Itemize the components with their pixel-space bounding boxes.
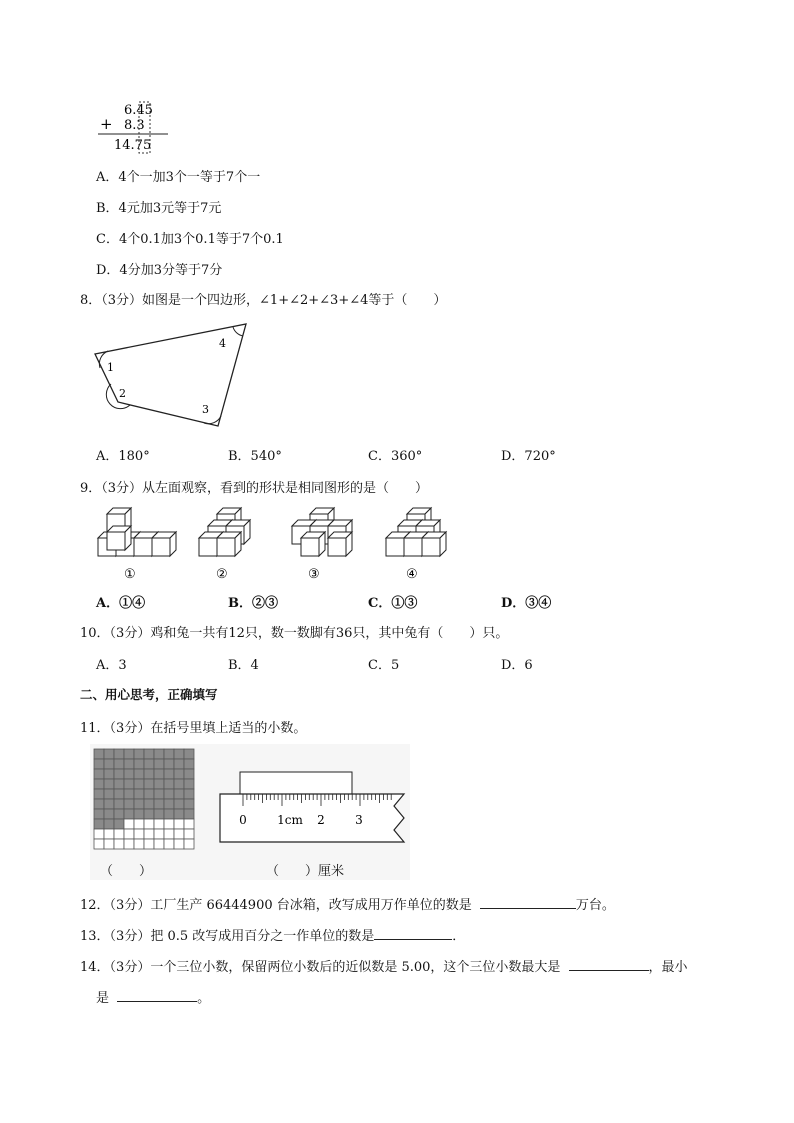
- q11-ruler-answer[interactable]: [266, 860, 344, 879]
- grid-cell: [94, 809, 104, 819]
- q9-option-d[interactable]: D．③④: [501, 596, 552, 611]
- grid-cell: [154, 789, 164, 799]
- grid-cell: [154, 819, 164, 829]
- grid-cell: [134, 769, 144, 779]
- grid-cell: [174, 809, 184, 819]
- q8-quadrilateral-figure: [90, 318, 260, 430]
- grid-cell: [174, 769, 184, 779]
- grid-cell: [174, 839, 184, 849]
- grid-cell: [144, 779, 154, 789]
- angle-label-2: 2: [119, 387, 126, 400]
- grid-cell: [114, 809, 124, 819]
- grid-cell: [124, 839, 134, 849]
- q10-stem: 10．（3分）鸡和兔一共有12只，数一数脚有36只，其中兔有（ ）只。: [80, 626, 509, 641]
- grid-cell: [114, 829, 124, 839]
- ruler-label-3: 3: [355, 813, 363, 827]
- grid-cell: [154, 829, 164, 839]
- q8-stem: 8．（3分）如图是一个四边形，∠1+∠2+∠3+∠4等于（ ）: [80, 293, 447, 308]
- grid-cell: [184, 799, 194, 809]
- ruler-label-0: 0: [239, 813, 247, 827]
- grid-cell: [134, 819, 144, 829]
- grid-cell: [184, 829, 194, 839]
- q7-sum: 14.75: [114, 138, 152, 153]
- figure-label-3: ③: [308, 567, 320, 582]
- grid-cell: [174, 749, 184, 759]
- q9-stem: 9．（3分）从左面观察，看到的形状是相同图形的是（ ）: [80, 481, 429, 496]
- grid-cell: [94, 759, 104, 769]
- ruler-label-2: 2: [317, 813, 325, 827]
- q14-line-1: [80, 956, 688, 975]
- grid-cell: [134, 779, 144, 789]
- grid-cell: [174, 779, 184, 789]
- grid-cell: [114, 839, 124, 849]
- grid-cell: [144, 799, 154, 809]
- grid-cell: [154, 779, 164, 789]
- q7-vertical-addition: [96, 100, 176, 156]
- grid-cell: [134, 789, 144, 799]
- grid-cell: [104, 749, 114, 759]
- q13-answer-blank[interactable]: [374, 925, 452, 940]
- q13-end: ．: [452, 929, 466, 944]
- grid-cell: [134, 799, 144, 809]
- grid-cell: [154, 749, 164, 759]
- grid-cell: [114, 769, 124, 779]
- grid-cell: [104, 779, 114, 789]
- grid-cell: [164, 769, 174, 779]
- grid-cell: [104, 759, 114, 769]
- grid-cell: [144, 829, 154, 839]
- section-2-title: 二、用心思考，正确填写: [80, 687, 218, 702]
- grid-cell: [124, 749, 134, 759]
- ruler-body: [220, 794, 404, 842]
- grid-cell: [134, 829, 144, 839]
- q7-plus-sign: +: [100, 115, 113, 133]
- grid-cell: [154, 759, 164, 769]
- grid-cell: [164, 779, 174, 789]
- grid-cell: [174, 819, 184, 829]
- grid-cell: [144, 769, 154, 779]
- grid-cell: [174, 799, 184, 809]
- grid-cell: [114, 749, 124, 759]
- grid-cell: [154, 769, 164, 779]
- q9-option-a[interactable]: A．①④: [96, 596, 146, 611]
- grid-cell: [164, 829, 174, 839]
- grid-cell: [124, 769, 134, 779]
- grid-cell: [104, 789, 114, 799]
- grid-cell: [104, 799, 114, 809]
- cube-figure-2: [199, 508, 250, 556]
- grid-cell: [184, 839, 194, 849]
- grid-cell: [134, 749, 144, 759]
- q9-option-c[interactable]: C．①③: [368, 596, 418, 611]
- angle-label-4: 4: [219, 337, 226, 350]
- grid-cell: [164, 819, 174, 829]
- q10-option-d[interactable]: D．6: [501, 658, 533, 673]
- q7-row1: 6.45: [124, 103, 153, 118]
- q14-text: 14．（3分）一个三位小数，保留两位小数后的近似数是 5.00，这个三位小数最大是: [80, 960, 561, 975]
- grid-cell: [184, 749, 194, 759]
- q11-ruler-unit: 厘米: [318, 864, 345, 879]
- grid-cell: [154, 809, 164, 819]
- grid-cell: [184, 779, 194, 789]
- q13-line: [80, 925, 465, 944]
- grid-cell: [174, 789, 184, 799]
- cube-figure-3: [292, 508, 352, 556]
- q9-cube-figures: [90, 500, 470, 586]
- grid-cell: [184, 809, 194, 819]
- grid-cell: [94, 789, 104, 799]
- q13-text: 13．（3分）把 0.5 改写成用百分之一作单位的数是: [80, 929, 375, 944]
- grid-cell: [94, 779, 104, 789]
- grid-cell: [154, 839, 164, 849]
- q14-min-blank[interactable]: [117, 987, 197, 1002]
- q11-stem: 11．（3分）在括号里填上适当的小数。: [80, 721, 307, 736]
- q14-text-is: 是: [96, 991, 110, 1006]
- q7-row2: 8.3: [124, 118, 145, 133]
- grid-cell: [94, 819, 104, 829]
- grid-cell: [104, 809, 114, 819]
- q14-max-blank[interactable]: [569, 956, 649, 971]
- angle-arc-4: [233, 327, 243, 336]
- q14-end: 。: [197, 991, 211, 1006]
- grid-cell: [174, 759, 184, 769]
- q12-line: [80, 894, 615, 913]
- grid-cell: [94, 749, 104, 759]
- q11-grid-answer[interactable]: （ ）: [100, 864, 153, 879]
- q7-arithmetic-figure: [96, 100, 176, 156]
- grid-cell: [114, 819, 124, 829]
- grid-cell: [94, 769, 104, 779]
- grid-cell: [144, 819, 154, 829]
- grid-cell: [144, 759, 154, 769]
- grid-cell: [124, 779, 134, 789]
- q8-option-c[interactable]: C．360°: [368, 449, 423, 464]
- grid-cell: [124, 819, 134, 829]
- q12-text: 12．（3分）工厂生产 66444900 台冰箱，改写成用万作单位的数是: [80, 898, 472, 913]
- q14-text-min: ，最小: [648, 960, 688, 975]
- grid-cell: [184, 769, 194, 779]
- grid-cell: [114, 789, 124, 799]
- grid-cell: [164, 749, 174, 759]
- q12-answer-blank[interactable]: [480, 894, 576, 909]
- grid-cell: [104, 819, 114, 829]
- cube-figure-4: [386, 508, 446, 556]
- grid-cell: [104, 839, 114, 849]
- q11-hundred-grid: [92, 747, 196, 851]
- grid-cell: [124, 829, 134, 839]
- grid-cell: [164, 799, 174, 809]
- grid-cell: [144, 749, 154, 759]
- q7-option-a[interactable]: A．4个一加3个一等于7个一: [96, 170, 261, 185]
- angle-label-3: 3: [202, 403, 209, 416]
- grid-cell: [104, 829, 114, 839]
- q7-option-d[interactable]: D．4分加3分等于7分: [96, 263, 223, 278]
- q11-ruler-paren[interactable]: （ ）: [266, 864, 319, 879]
- grid-cell: [114, 759, 124, 769]
- grid-cell: [124, 799, 134, 809]
- grid-cell: [94, 829, 104, 839]
- q10-option-c[interactable]: C．5: [368, 658, 400, 673]
- q9-option-b[interactable]: B．②③: [228, 596, 278, 611]
- grid-cell: [144, 839, 154, 849]
- q10-option-b[interactable]: B．4: [228, 658, 259, 673]
- figure-label-2: ②: [216, 567, 228, 582]
- cube-figure-1: [98, 508, 176, 556]
- grid-cell: [134, 839, 144, 849]
- grid-cell: [184, 819, 194, 829]
- q7-option-b[interactable]: B．4元加3元等于7元: [96, 201, 222, 216]
- q7-option-c[interactable]: C．4个0.1加3个0.1等于7个0.1: [96, 232, 284, 247]
- grid-cell: [174, 829, 184, 839]
- grid-cell: [134, 759, 144, 769]
- q8-option-b[interactable]: B．540°: [228, 449, 282, 464]
- grid-cell: [94, 839, 104, 849]
- q14-line-2: [96, 987, 210, 1006]
- grid-cell: [124, 809, 134, 819]
- grid-cell: [144, 789, 154, 799]
- grid-cell: [124, 759, 134, 769]
- grid-cell: [134, 809, 144, 819]
- angle-label-1: 1: [107, 361, 114, 374]
- figure-label-4: ④: [406, 567, 418, 582]
- q12-unit: 万台。: [575, 898, 615, 913]
- grid-cell: [144, 809, 154, 819]
- grid-cell: [164, 809, 174, 819]
- grid-cell: [94, 799, 104, 809]
- measured-bar: [240, 772, 352, 794]
- figure-label-1: ①: [124, 567, 136, 582]
- grid-cell: [164, 839, 174, 849]
- grid-cell: [114, 779, 124, 789]
- grid-cell: [154, 799, 164, 809]
- q8-option-a[interactable]: A．180°: [96, 449, 150, 464]
- q8-option-d[interactable]: D．720°: [501, 449, 556, 464]
- grid-cell: [184, 789, 194, 799]
- q10-option-a[interactable]: A．3: [96, 658, 127, 673]
- grid-cell: [114, 799, 124, 809]
- ruler-label-1: 1cm: [277, 813, 303, 827]
- grid-cell: [164, 759, 174, 769]
- grid-cell: [164, 789, 174, 799]
- q11-ruler-figure: [218, 770, 414, 852]
- grid-cell: [184, 759, 194, 769]
- grid-cell: [124, 789, 134, 799]
- grid-cell: [104, 769, 114, 779]
